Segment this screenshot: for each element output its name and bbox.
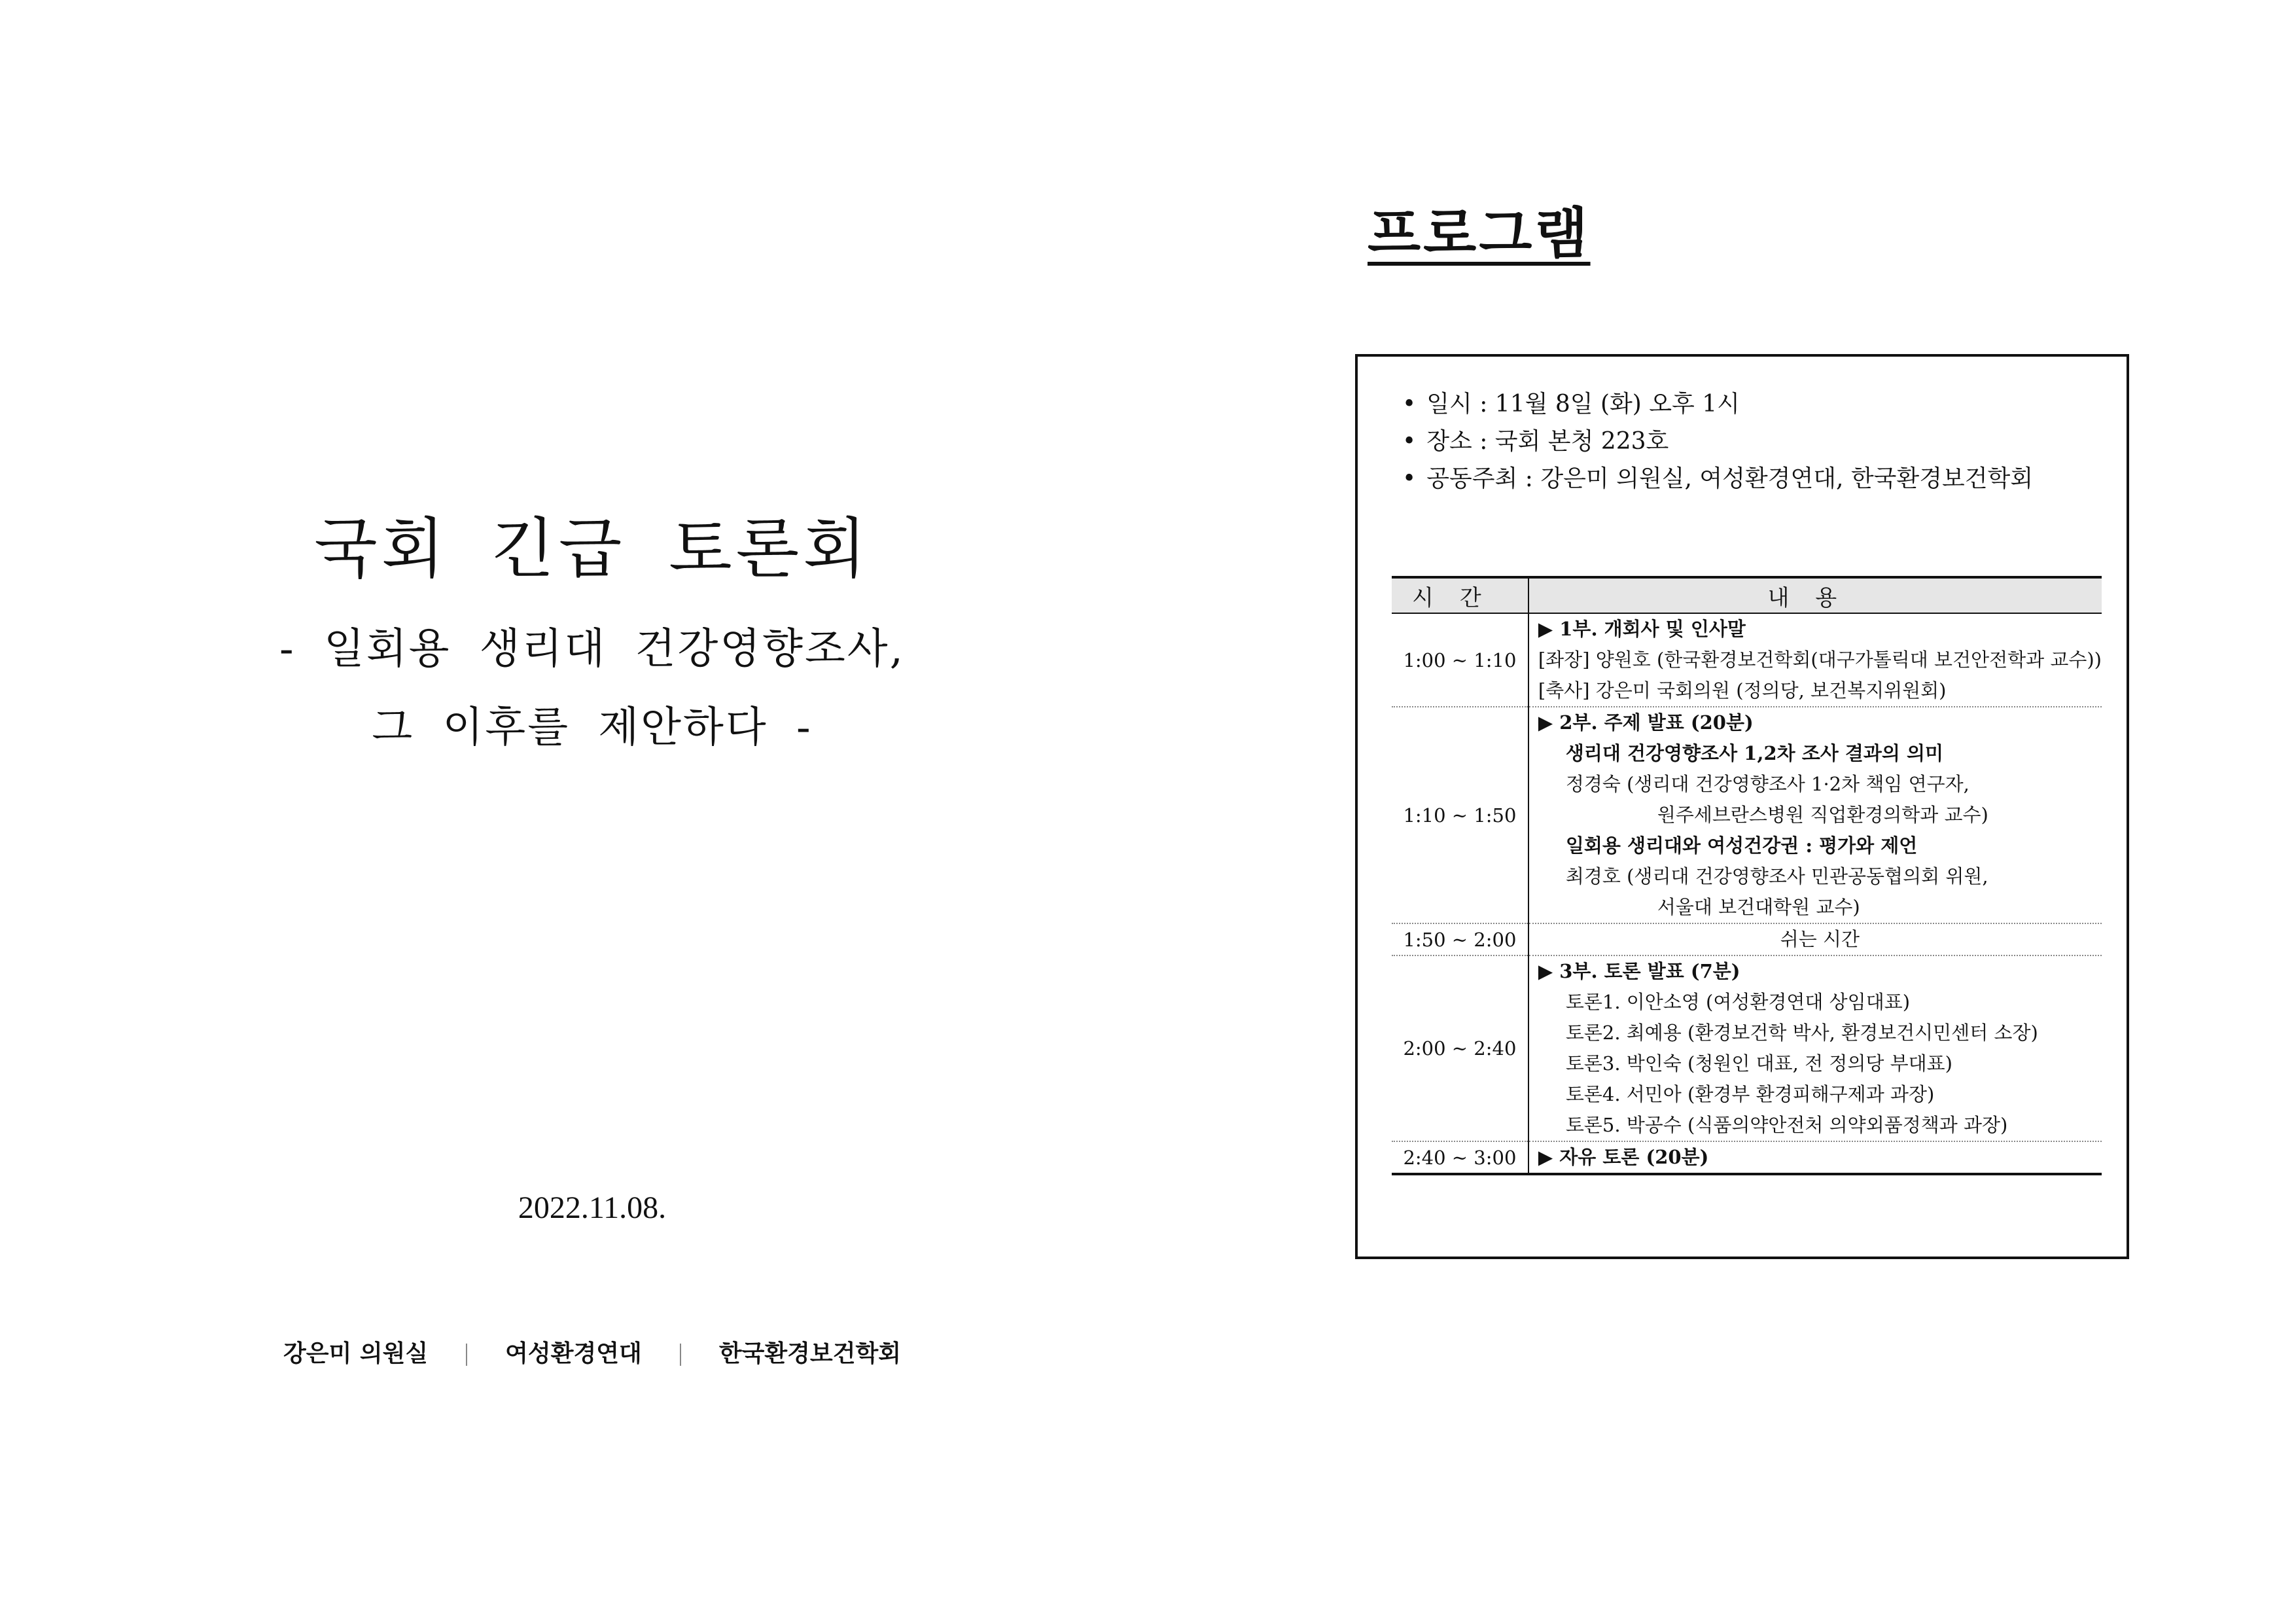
schedule-table — [1392, 576, 2102, 1175]
table-row — [1392, 955, 2102, 1141]
cover-date: 2022.11.08. — [518, 1190, 667, 1225]
cover-title: 국회 긴급 토론회 — [314, 510, 870, 587]
session-content — [1528, 1141, 2102, 1174]
content-column-header: 내용 — [1528, 577, 2102, 613]
presenter-line: 서울대 보건대학원 교수) — [1657, 896, 1860, 918]
event-info-list — [1402, 385, 2033, 497]
session-content — [1528, 613, 2102, 707]
presentation-title: 일회용 생리대와 여성건강권 : 평가와 제언 — [1565, 834, 1918, 857]
session-content — [1528, 955, 2102, 1141]
program-heading: 프로그램 — [1368, 202, 1591, 266]
panelist-line: 토론5. 박공수 (식품의약안전처 의약외품정책과 과장) — [1565, 1114, 2008, 1136]
panelist-line: 토론2. 최예용 (환경보건학 박사, 환경보건시민센터 소장) — [1565, 1022, 2038, 1044]
organizer-list — [0, 1335, 1184, 1368]
session-heading: ▶ 3부. 토론 발표 (7분) — [1538, 960, 1740, 982]
cover-subtitle-line-1: - 일회용 생리대 건강영향조사, — [279, 625, 905, 673]
table-row — [1392, 1141, 2102, 1174]
organizer-1: 강은미 의원실 — [283, 1340, 429, 1367]
panelist-line: 토론4. 서민아 (환경부 환경피해구제과 과장) — [1565, 1083, 1935, 1105]
organizer-divider — [680, 1344, 681, 1366]
session-time: 2:00 ~ 2:40 — [1392, 955, 1528, 1141]
organizer-divider — [466, 1344, 467, 1366]
session-time: 1:50 ~ 2:00 — [1392, 923, 1528, 955]
presenter-line: 원주세브란스병원 직업환경의학과 교수) — [1657, 804, 1988, 826]
session-content — [1528, 923, 2102, 955]
table-row — [1392, 923, 2102, 955]
panelist-line: 토론1. 이안소영 (여성환경연대 상임대표) — [1565, 991, 1911, 1013]
program-box — [1355, 354, 2129, 1259]
presenter-line: 정경숙 (생리대 건강영향조사 1·2차 책임 연구자, — [1565, 773, 1969, 795]
presentation-title: 생리대 건강영향조사 1,2차 조사 결과의 의미 — [1565, 742, 1944, 764]
event-hosts-item: • 공동주최 : 강은미 의원실, 여성환경연대, 한국환경보건학회 — [1402, 460, 2033, 497]
break-label: 쉬는 시간 — [1780, 928, 1860, 950]
organizer-3: 한국환경보건학회 — [718, 1340, 902, 1367]
event-venue-item: • 장소 : 국회 본청 223호 — [1402, 423, 2033, 460]
schedule-header-row — [1392, 577, 2102, 613]
table-row — [1392, 707, 2102, 923]
event-date-item: • 일시 : 11월 8일 (화) 오후 1시 — [1402, 385, 2033, 423]
presenter-line: 최경호 (생리대 건강영향조사 민관공동협의회 위원, — [1565, 865, 1988, 887]
session-content — [1528, 707, 2102, 923]
session-line: [좌장] 양원호 (한국환경보건학회(대구가톨릭대 보건안전학과 교수)) — [1538, 649, 2102, 671]
panelist-line: 토론3. 박인숙 (청원인 대표, 전 정의당 부대표) — [1565, 1052, 1952, 1075]
time-column-header: 시간 — [1392, 577, 1528, 613]
session-heading: ▶ 2부. 주제 발표 (20분) — [1538, 711, 1754, 734]
organizer-2: 여성환경연대 — [505, 1340, 642, 1367]
session-time: 2:40 ~ 3:00 — [1392, 1141, 1528, 1174]
session-time: 1:00 ~ 1:10 — [1392, 613, 1528, 707]
cover-subtitle-line-2: 그 이후를 제안하다 - — [372, 704, 813, 752]
session-heading: ▶ 자유 토론 (20분) — [1538, 1146, 1709, 1168]
session-heading: ▶ 1부. 개회사 및 인사말 — [1538, 618, 1746, 640]
session-time: 1:10 ~ 1:50 — [1392, 707, 1528, 923]
session-line: [축사] 강은미 국회의원 (정의당, 보건복지위원회) — [1538, 679, 1947, 702]
table-row — [1392, 613, 2102, 707]
